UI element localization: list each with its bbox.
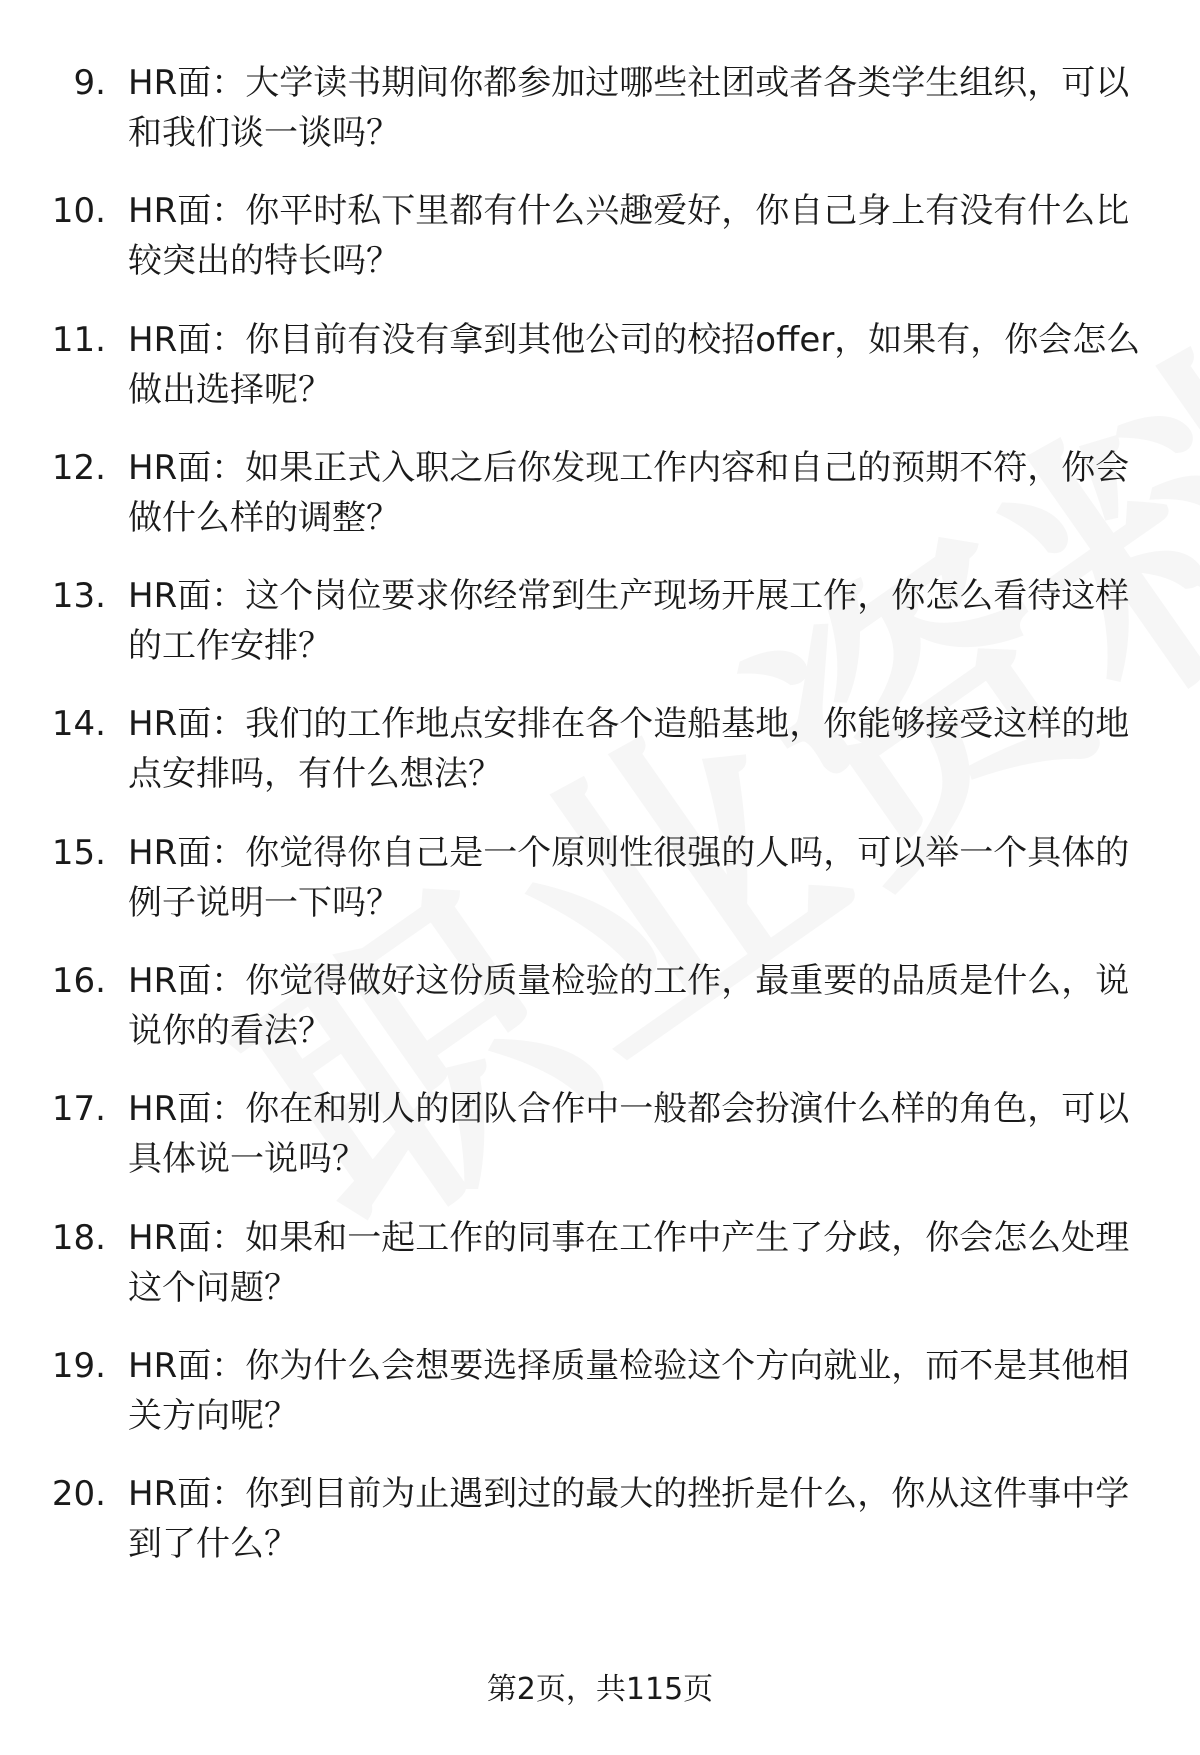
question-list — [0, 58, 1200, 1598]
list-item — [0, 186, 1200, 314]
question-text: HR面：这个岗位要求你经常到生产现场开展工作，你怎么看待这样的工作安排？ — [128, 576, 1130, 667]
list-item — [0, 1341, 1200, 1469]
question-number: 15. — [51, 832, 106, 873]
question-number: 19. — [51, 1345, 106, 1386]
list-item — [0, 956, 1200, 1084]
question-number: 20. — [51, 1474, 106, 1515]
list-item — [0, 1084, 1200, 1212]
question-text: HR面：你觉得你自己是一个原则性很强的人吗，可以举一个具体的例子说明一下吗？ — [128, 832, 1130, 923]
question-text: HR面：你平时私下里都有什么兴趣爱好，你自己身上有没有什么比较突出的特长吗？ — [128, 191, 1130, 282]
question-number: 13. — [51, 576, 106, 617]
question-text: HR面：如果正式入职之后你发现工作内容和自己的预期不符，你会做什么样的调整？ — [128, 447, 1130, 538]
list-item — [0, 828, 1200, 956]
question-number: 14. — [51, 704, 106, 745]
question-number: 9. — [73, 63, 106, 103]
question-number: 18. — [51, 1217, 106, 1258]
question-number: 12. — [51, 447, 106, 488]
page-footer: 第2页，共115页 — [486, 1672, 714, 1707]
question-text: HR面：你在和别人的团队合作中一般都会扮演什么样的角色，可以具体说一说吗？ — [128, 1089, 1130, 1180]
question-number: 17. — [51, 1089, 106, 1130]
question-number: 10. — [51, 191, 106, 232]
question-text: HR面：你到目前为止遇到过的最大的挫折是什么，你从这件事中学到了什么？ — [128, 1474, 1130, 1565]
question-text: HR面：你觉得做好这份质量检验的工作，最重要的品质是什么，说说你的看法？ — [128, 961, 1130, 1052]
question-number: 16. — [51, 961, 106, 1002]
list-item — [0, 315, 1200, 443]
question-text: HR面：大学读书期间你都参加过哪些社团或者各类学生组织，可以和我们谈一谈吗？ — [128, 63, 1130, 153]
question-text: HR面：我们的工作地点安排在各个造船基地，你能够接受这样的地点安排吗，有什么想法？ — [128, 704, 1130, 795]
question-text: HR面：你目前有没有拿到其他公司的校招offer，如果有，你会怎么做出选择呢？ — [128, 319, 1141, 410]
list-item — [0, 443, 1200, 571]
question-text: HR面：如果和一起工作的同事在工作中产生了分歧，你会怎么处理这个问题？ — [128, 1217, 1130, 1308]
list-item — [0, 1213, 1200, 1341]
list-item — [0, 571, 1200, 699]
list-item — [0, 1469, 1200, 1597]
question-text: HR面：你为什么会想要选择质量检验这个方向就业，而不是其他相关方向呢？ — [128, 1345, 1130, 1436]
list-item — [0, 58, 1200, 186]
question-number: 11. — [51, 319, 106, 360]
list-item — [0, 699, 1200, 827]
